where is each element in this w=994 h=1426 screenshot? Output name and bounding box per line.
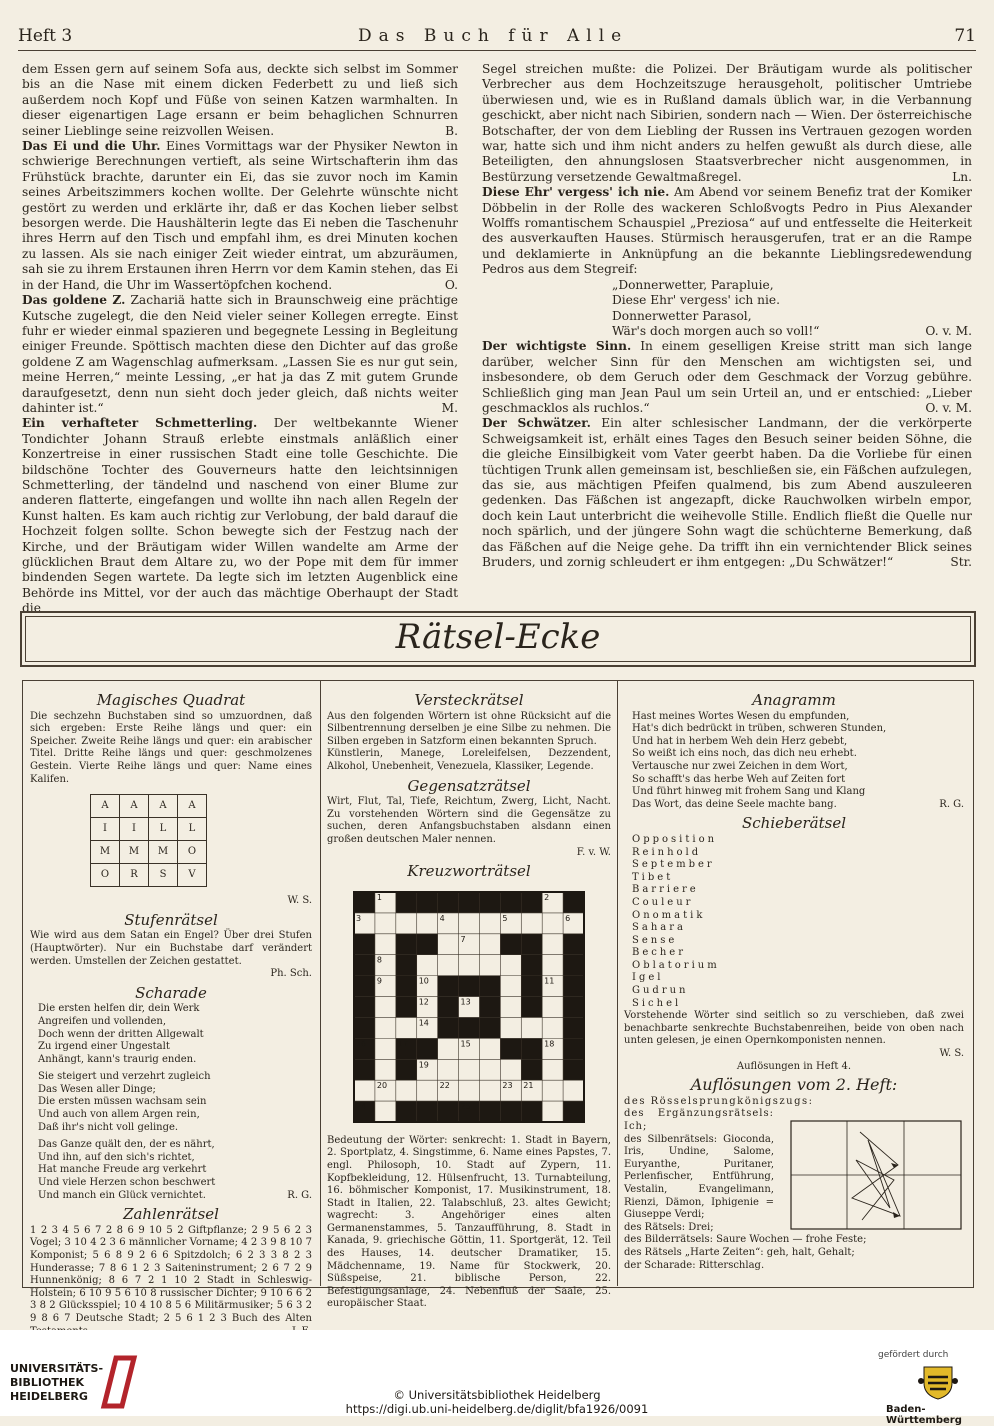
knight-tour-diagram bbox=[790, 1120, 962, 1230]
crossword-number: 4 bbox=[439, 913, 445, 923]
solutions-title: Auflösungen vom 2. Heft: bbox=[690, 1075, 898, 1095]
puzzle-column-1 bbox=[30, 688, 312, 1338]
crossword-black-block bbox=[521, 954, 542, 1017]
crossword-black-block bbox=[354, 892, 375, 913]
crossword-number: 19 bbox=[418, 1059, 429, 1069]
solutions-list: des Rösselsprungkönigszugs: des Ergänzungsrätsels: Ich; des Silbenrätsels: Gioconda, Iris, Undine, Salome, Euryanthe, Puritaner, Perlenfischer, Entführung, Vestalin, Evangelimann, Rienzi, Dämon, Iphigenie = Giuseppe Verdi; des Rätsels: Drei; des Bilderrätsels: Saure Wochen — frohe Feste; des Rätsels „Harte Zeiten“: geh, halt, Gehalt; der Scharade: Ritterschlag. bbox=[624, 1096, 964, 1272]
crossword-number: 5 bbox=[502, 913, 508, 923]
anecdote-title: Das goldene Z. bbox=[22, 293, 126, 308]
magic-square-grid: A A A A I I L L M M M O O R S V bbox=[90, 794, 207, 887]
crossword-number: 18 bbox=[544, 1039, 555, 1049]
puzzle-text: Bedeutung der Wörter: senkrecht: 1. Stadt in Bayern, 2. Sportplatz, 4. Singstimme, 6. Name eines Papstes, 7. engl. Philosoph, 10. Stadt auf Zypern, 11. Kopfbekleidung, 12. Hülsenfrucht, 13. Turnabteilung, 16. böhmischer Komponist, 17. Musikinstrument, 18. Stadt in Italien, 22. Talabschluß, 23. altes Gewicht; wagrecht: 3. Angehöriger eines alten Germanenstammes, 5. Tanzaufführung, 8. Stadt in Kanada, 9. griechische Göttin, 11. Sportgerät, 12. Teil des Hauses, 14. deutscher Dramatiker, 15. Mädchenname, 19. Name für Stockwerk, 20. Süßspeise, 21. biblische Person, 22. Befestigungsanlage, 24. Nebenfluß der Saale, 25. europäischer Staat. bbox=[327, 1134, 611, 1310]
banner-title: Rätsel-Ecke bbox=[395, 617, 601, 657]
puzzle-text: Aus den folgenden Wörtern ist ohne Rücksicht auf die Silbentrennung derselben je eine Silbe zu nehmen. Die Silben ergeben in Satzform einen bekannten Spruch. bbox=[327, 710, 611, 747]
scharade-poem: Die ersten helfen dir, dein Werk Angreifen und vollenden, Doch wenn der dritten Allgewalt Zu irgend einer Ungestalt Anhängt, kann's traurig enden. Sie steigert und verzehrt zugleich Das Wesen aller Dinge; Die ersten müssen wachsam sein Und auch von allem Argen rein, Daß ihr's nicht voll gelinge. Das Ganze quält den, der es nährt, Und ihn, auf den sich's richtet, Hat manche Freude arg verkehrt Und viele Herzen schon beschwert Und manch ein Glück vernichtet. R. G. bbox=[38, 1003, 312, 1201]
puzzle-column-3 bbox=[624, 688, 964, 1272]
anecdote-butterfly: Ein verhafteter Schmetterling. Der weltbekannte Wiener Tondichter Johann Strauß erlebte einstmals anläßlich einer Konzertreise in einer russischen Stadt eine tolle Geschichte. Die bildschöne Tochter des Gouverneurs hatte den leichtsinnigen Schmetterling, der tändelnd und naschend von einer Blume zur anderen flatterte, eingefangen und wollte ihn nach allen Regeln der Kunst halten. Es kam auch richtig zur Verlobung, der bald darauf die Hochzeit folgen sollte. Schon bewegte sich der Festzug nach der Kirche, und der Bräutigam wider Willen wandelte am Arme der glücklichen Braut dem Altare zu, wo der Pope mit dem für immer bindenden Segen wartete. Da legte sich im letzten Augenblick eine Behörde ins Mittel, vor der auch das mächtige Oberhaupt der Stadt die bbox=[22, 416, 459, 616]
crossword-black-block bbox=[396, 892, 542, 913]
text-column-left bbox=[22, 62, 458, 617]
puzzle-corner-banner bbox=[20, 611, 976, 667]
coat-of-arms-icon bbox=[918, 1363, 958, 1401]
puzzle-text: Die sechzehn Buchstaben sind so umzuordnen, daß sich ergeben: Erste Reihe längs und quer: ein Speicher. Zweite Reihe längs und quer: ein arabischer Titel. Dritte Reihe längs und quer: geschmolzenes Gestein. Vierte Reihe längs und quer: Name eines Kalifen. bbox=[30, 710, 312, 785]
crossword-number: 23 bbox=[502, 1080, 513, 1090]
crossword-number: 13 bbox=[460, 997, 471, 1007]
crossword-black-block bbox=[563, 892, 584, 913]
anecdote-sense: Der wichtigste Sinn. In einem geselligen Kreise stritt man sich lange darüber, welcher Sinn für den Menschen am wichtigsten sei, und insbesondere, ob dem Geruch oder dem Geschmack der Vorzug gebühre. Schließlich ging man Jean Paul um sein Urteil an, und er entschied: „Lieber geschmacklos als ruchlos.“ O. v. M. bbox=[482, 339, 973, 415]
puzzle-title: Zahlenrätsel bbox=[123, 1205, 219, 1224]
issue-label: Heft 3 bbox=[18, 26, 73, 46]
puzzle-words: Künstlerin, Manege, Loreleifelsen, Dezzendent, Alkohol, Unebenheit, Venezuela, Klassiker, Legende. bbox=[327, 748, 611, 772]
text-column-right bbox=[482, 62, 972, 570]
crossword-number: 22 bbox=[439, 1080, 450, 1090]
crossword-black-block bbox=[396, 1059, 417, 1080]
paragraph: Segel streichen mußte: die Polizei. Der Bräutigam wurde als politischer Verbrecher aus dem Hochzeitszuge herausgeholt, politischer Umtriebe überwiesen und, wie es in Rußland damals üblich war, in die Verbannung geschickt, aber nicht nach Sibirien, sondern nach — Wien. Der österreichische Botschafter, der von dem Liebling der Russen ins Vertrauen gezogen worden war, hatte sich und ihm nicht anders zu helfen gewußt als durch diese, alle Beteiligten, den ahnungslosen Staatsverbrecher nicht ausgenommen, in Bestürzung versetzende Gewaltmaßregel. Ln. bbox=[482, 62, 972, 184]
page-number: 71 bbox=[954, 26, 976, 46]
crossword-number: 14 bbox=[418, 1018, 429, 1028]
puzzle-title: Stufenrätsel bbox=[124, 910, 218, 929]
anecdote-egg: Das Ei und die Uhr. Eines Vormittags war der Physiker Newton in schwierige Berechnungen vertieft, als seine Wirtschafterin ihm das Frühstück brachte, darunter ein Ei, das sie zuvor noch im Kamin seines Arbeitszimmers kochen wollte. Der Gelehrte wünschte nicht gestört zu werden und erklärte ihr, daß er das Kochen lieber selbst besorgen werde. Die Haushälterin legte das Ei neben die Taschenuhr ihres Herrn auf den Tisch und empfahl ihm, es drei Minuten kochen zu lassen. Als sie nach einiger Zeit wieder eintrat, um abzuräumen, sah sie zu ihrem Erstaunen ihren Herrn vor dem Kamin stehen, das Ei in der Hand, die Uhr im Wassertöpfchen kochend. O. bbox=[22, 139, 459, 292]
puzzle-text: Wie wird aus dem Satan ein Engel? Über drei Stufen (Hauptwörter). Nur ein Buchstabe darf verändert werden. Umstellen der Zeichen gestattet. bbox=[30, 930, 312, 967]
signature: Ph. Sch. bbox=[270, 968, 312, 980]
solutions-note: Auflösungen in Heft 4. bbox=[736, 1060, 852, 1072]
crossword-black-block bbox=[438, 996, 459, 1017]
state-name: Baden-Württemberg bbox=[886, 1404, 962, 1426]
crossword-black-block bbox=[563, 934, 584, 1080]
puzzle-text: 1 2 3 4 5 6 7 2 8 6 9 10 5 2 Giftpflanze; 2 9 5 6 2 3 Vogel; 3 10 4 2 3 6 männlicher Vorname; 4 2 3 9 8 10 7 Komponist; 5 6 8 9 2 6 6 Spitzdolch; 6 2 3 3 8 2 3 Hunderasse; 7 8 6 1 2 3 Saiteninstrument; 2 6 7 2 9 Hunnenkönig; 8 6 7 2 1 10 2 Stadt in Schleswig-Holstein; 6 10 9 5 6 10 8 russischer Dichter; 9 10 6 6 2 3 8 2 Glücksspiel; 10 4 10 8 5 6 Militärmusiker; 5 6 3 2 9 8 6 7 Deutsche Stadt; 2 5 6 1 2 3 Buch des Alten bbox=[30, 1224, 312, 1324]
column-divider bbox=[320, 680, 321, 1286]
copyright: © Universitätsbibliothek Heidelberg bbox=[393, 1388, 601, 1402]
puzzle-title: Versteckrätsel bbox=[414, 691, 524, 709]
permalink[interactable]: https://digi.ub.uni-heidelberg.de/diglit/bfa1926/0091 bbox=[345, 1402, 649, 1416]
crossword-number: 2 bbox=[544, 892, 550, 902]
puzzle-title: Anagramm bbox=[752, 691, 836, 709]
column-divider bbox=[617, 680, 618, 1286]
crossword-number: 7 bbox=[460, 934, 466, 944]
crossword-number: 9 bbox=[376, 976, 383, 986]
signature: F. v. W. bbox=[576, 846, 611, 858]
signature: W. S. bbox=[939, 1048, 964, 1060]
crossword-black-block bbox=[354, 934, 375, 1080]
crossword-number: 25 bbox=[460, 1101, 471, 1111]
anecdote-golden-z: Das goldene Z. Zachariä hatte sich in Braunschweig eine prächtige Kutsche zugelegt, die den Neid vieler seiner Kollegen erregte. Einst fuhr er wieder einmal spazieren und begegnete Lessing in Begleitung einiger Freunde. Spöttisch machten diese den Dichter auf das große goldene Z am Wagenschlag aufmerksam. „Lassen Sie es nur gut sein, meine Herren,“ meinte Lessing, „er hat ja das Z mit gutem Grunde daraufgesetzt, denn nun sieht doch jeder gleich, daß nichts weiter dahinter ist.“ M. bbox=[22, 293, 458, 415]
puzzle-title: Schieberätsel bbox=[741, 814, 846, 833]
paragraph: dem Essen gern auf seinem Sofa aus, deckte sich selbst im Sommer bis an die Nase mit einem dicken Federbett zu und ließ sich außerdem noch Kopf und Füße von seinen Katzen warmhalten. In dieser eigenartigen Lage ersann er beim behaglichen Schnurren seiner Lieblinge seine reizvollen Weisen. B. bbox=[22, 62, 458, 138]
crossword-black-block bbox=[438, 1017, 501, 1038]
crossword-number: 6 bbox=[565, 913, 571, 923]
digitization-footer bbox=[0, 1330, 994, 1426]
puzzle-column-2 bbox=[327, 688, 611, 1311]
crossword-number: 20 bbox=[376, 1080, 388, 1090]
library-name: UNIVERSITÄTS- BIBLIOTHEK HEIDELBERG bbox=[10, 1362, 104, 1403]
crossword-grid bbox=[344, 882, 594, 1132]
crossword-number: 15 bbox=[460, 1039, 471, 1049]
crossword-number: 10 bbox=[418, 976, 429, 986]
anagram-poem: Hast meines Wortes Wesen du empfunden, Hat's dich bedrückt in trüben, schweren Stunden, Und hat in herbem Weh dein Herz gebebt, So weißt ich eins noch, das dich neu erhebt. Vertausche nur zwei Zeichen in dem Wort, So schafft's das herbe Weh auf Zeiten fort Und führt hinweg mit frohem Sang und Klang Das Wort, das deine Seele machte bang. R. G. bbox=[632, 710, 964, 810]
puzzle-title: Scharade bbox=[135, 983, 207, 1002]
verse: „Donnerwetter, Parapluie, Diese Ehr' vergess' ich nie. Donnerwetter Parasol, Wär's doch morgen auch so voll!“ O. v. M. bbox=[612, 277, 972, 338]
puzzle-title: Magisches Quadrat bbox=[96, 691, 246, 709]
crossword-number: 11 bbox=[544, 976, 555, 986]
crossword-number: 17 bbox=[397, 1039, 409, 1049]
crossword-number: 16 bbox=[356, 1039, 367, 1049]
crossword-black-block bbox=[438, 975, 501, 996]
anecdote-title: Das Ei und die Uhr. bbox=[22, 139, 161, 154]
crossword-black-block bbox=[396, 954, 417, 1017]
anecdote-title: Diese Ehr' vergess' ich nie. bbox=[482, 185, 670, 200]
anecdote-title: Ein verhafteter Schmetterling. bbox=[22, 416, 258, 431]
slide-word-list: Opposition Reinhold September Tibet Barriere Couleur Onomatik Sahara Sense Becher Oblatorium Igel Gudrun Sichel bbox=[632, 833, 720, 1009]
crossword-number: 1 bbox=[376, 892, 383, 902]
anecdote-chatterbox: Der Schwätzer. Ein alter schlesischer Landmann, der die verkörperte Schweigsamkeit ist, erhält eines Tages den Besuch seiner beiden Söhne, die die gleiche Einsilbigkeit vom Vater geerbt haben. Da die Vorliebe für einen tüchtigen Trunk allen gemeinsam ist, beschließen sie, ein Fäßchen aufzulegen, das sie, aus mächtigen Pfeifen qualmend, bis zum Abend auszuleeren gedenken. Das Fäßchen ist angezapft, dicke Rauchwolken wirbeln empor, doch kein Laut unterbricht die weihevolle Stille. Endlich fließt die Quelle nur noch spärlich, und der jüngere Sohn wagt die schüchterne Bemerkung, daß das Fäßchen auf die Neige gehe. Da trifft ihn ein vernichtender Blick seines Bruders, und zornig schleudert er ihm entgegen: „Du Schwätzer!“ Str. bbox=[482, 416, 973, 569]
crossword-number: 12 bbox=[418, 997, 429, 1007]
crossword-black-block bbox=[521, 1059, 542, 1080]
puzzle-title: Gegensatzrätsel bbox=[407, 776, 531, 795]
crossword-number: 24 bbox=[356, 1101, 367, 1111]
crossword-black-block bbox=[563, 1101, 584, 1122]
anecdote-title: Der wichtigste Sinn. bbox=[482, 339, 632, 354]
crossword-black-block bbox=[479, 996, 500, 1017]
puzzle-title: Kreuzworträtsel bbox=[407, 862, 531, 881]
puzzle-text: Wirt, Flut, Tal, Tiefe, Reichtum, Zwerg, Licht, Nacht. Zu vorstehenden Wörtern sind die Gegensätze zu suchen, deren Anfangsbuchstaben alsdann einen großen deutschen Maler nennen. bbox=[327, 796, 611, 845]
anecdote-title: Der Schwätzer. bbox=[482, 416, 591, 431]
crossword-number: 21 bbox=[523, 1080, 534, 1090]
puzzle-text: Vorstehende Wörter sind seitlich so zu verschieben, daß zwei benachbarte senkrechte Buchstabenreihen, beide von oben nach unten gelesen, je einen Opernkomponisten nennen. bbox=[624, 1010, 964, 1047]
running-header bbox=[18, 24, 976, 51]
crossword-number: 3 bbox=[356, 913, 362, 923]
copyright-block bbox=[0, 1388, 994, 1416]
crossword-number: 8 bbox=[376, 955, 383, 965]
funded-by: gefördert durch bbox=[878, 1350, 949, 1360]
anecdote-honor: Diese Ehr' vergess' ich nie. Am Abend vor seinem Benefiz trat der Komiker Döbbelin in der Rolle des wackeren Schloßvogts Pedro in Pius Alexander Wolffs romantischem Schauspiel „Preziosa“ auf und entfesselte die Heiterkeit des ausverkauften Hauses. Stürmisch herausgerufen, trat er an die Rampe und deklamierte in Anknüpfung an die bekannte Lieblingsredewendung Pedros aus dem Stegreif: bbox=[482, 185, 973, 277]
signature: W. S. bbox=[287, 895, 312, 907]
magazine-title: Das Buch für Alle bbox=[358, 26, 629, 46]
